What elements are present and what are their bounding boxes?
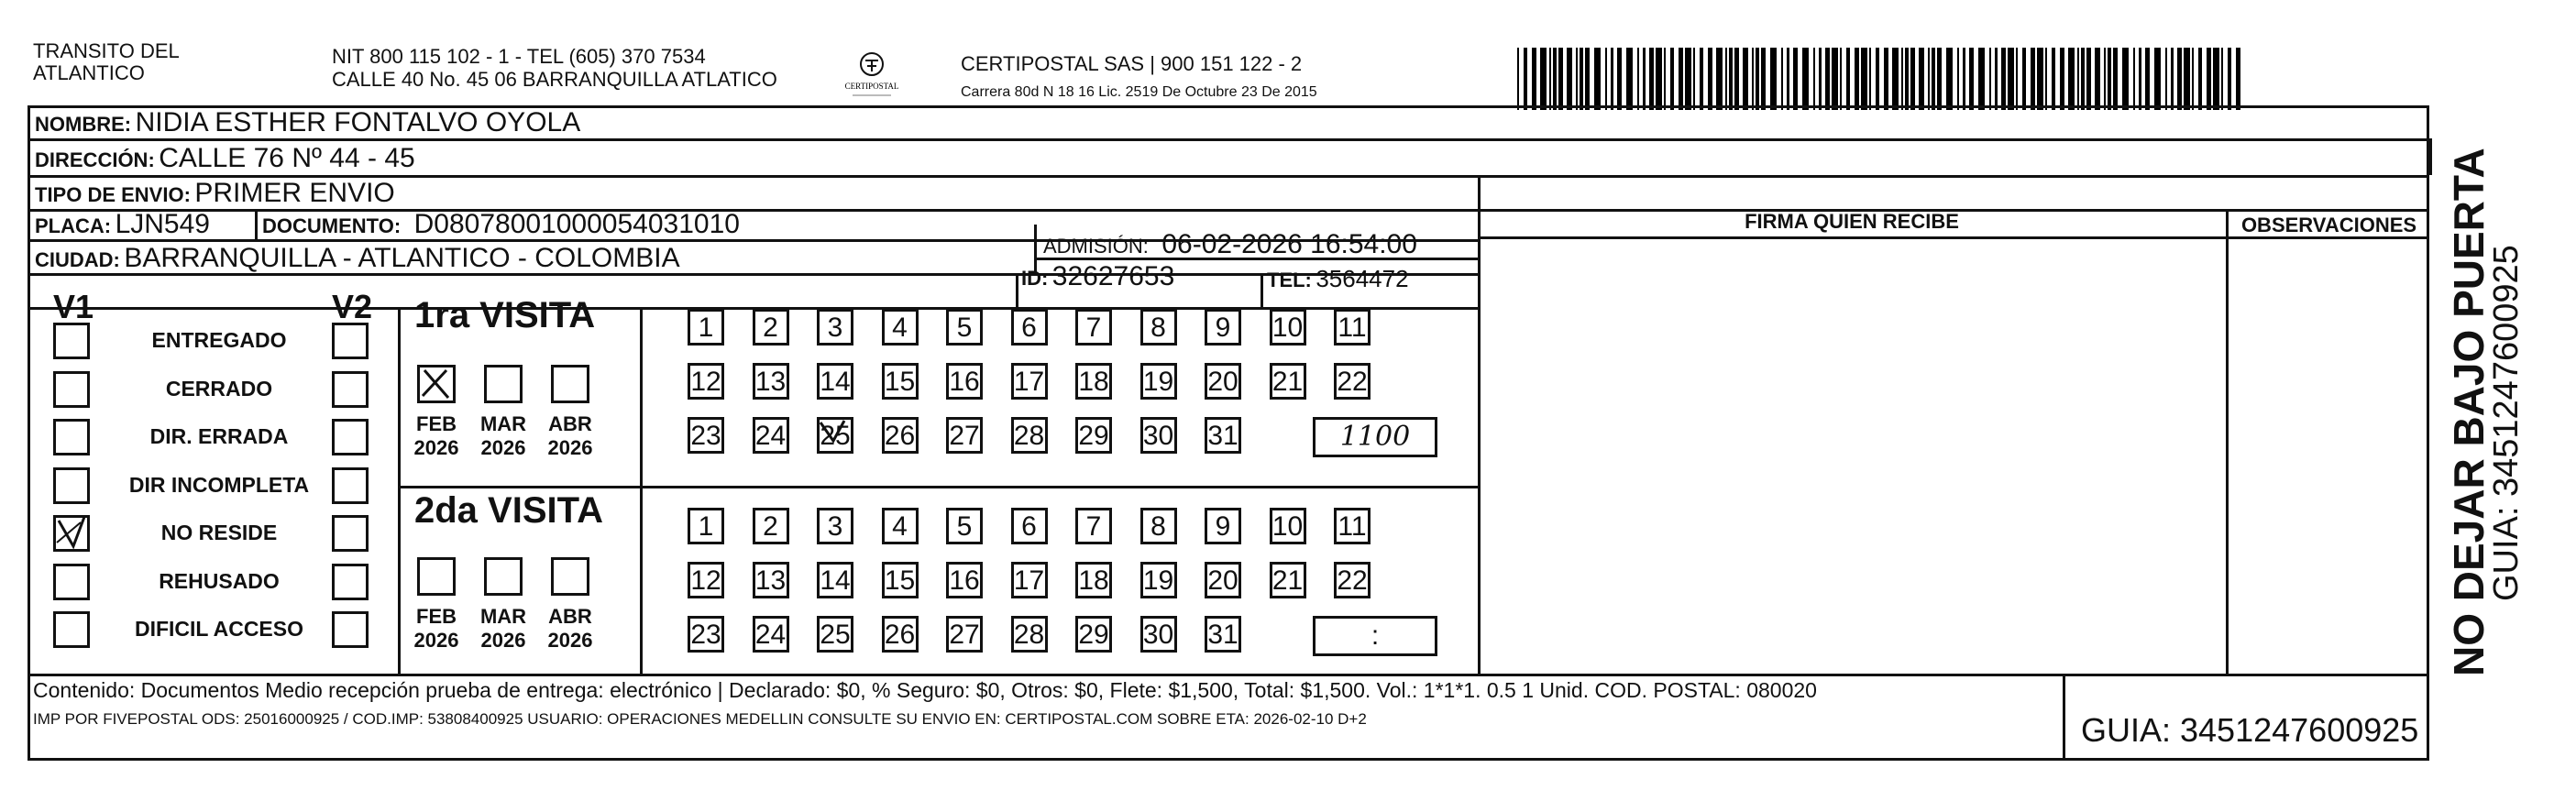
- day-checkbox[interactable]: 8: [1140, 508, 1177, 544]
- v1-checkbox[interactable]: [53, 515, 90, 552]
- barcode-bar: [1969, 48, 1974, 110]
- barcode-bar: [1626, 48, 1633, 110]
- day-checkbox[interactable]: 6: [1011, 309, 1048, 346]
- barcode-bar: [1846, 48, 1850, 110]
- barcode-bar: [1716, 48, 1723, 110]
- placa-cell: [35, 209, 210, 245]
- barcode-bar: [2037, 48, 2043, 110]
- day-checkbox[interactable]: 1: [688, 508, 724, 544]
- barcode-bar: [2198, 48, 2202, 110]
- day-checkbox[interactable]: 6: [1011, 508, 1048, 544]
- admision-cell: [1043, 229, 1417, 265]
- month-checkbox[interactable]: [551, 365, 589, 403]
- v1-checkbox[interactable]: [53, 323, 90, 359]
- reason-label: DIFICIL ACCESO: [134, 617, 303, 641]
- day-checkbox[interactable]: 13: [753, 363, 789, 400]
- admision-label: ADMISIÓN:: [1043, 235, 1149, 258]
- barcode-bar: [1756, 48, 1759, 110]
- month-year: 2026: [547, 629, 593, 652]
- barcode-bar: [2113, 48, 2118, 110]
- day-checkbox[interactable]: 5: [946, 508, 983, 544]
- day-checkbox[interactable]: 8: [1140, 309, 1177, 346]
- month-label: MAR: [479, 412, 527, 435]
- tipo-envio-label: TIPO DE ENVIO:: [35, 183, 191, 206]
- day-checkbox[interactable]: 11: [1334, 508, 1371, 544]
- day-checkbox[interactable]: 14: [817, 562, 853, 598]
- guia-footer: GUIA: 3451247600925: [2081, 711, 2419, 749]
- barcode-bar: [1869, 48, 1871, 110]
- day-checkbox[interactable]: 30: [1140, 616, 1177, 653]
- day-checkbox[interactable]: 30: [1140, 417, 1177, 454]
- barcode-bar: [2068, 48, 2075, 110]
- day-checkbox[interactable]: 18: [1075, 562, 1112, 598]
- barcode-bar: [2108, 48, 2111, 110]
- day-checkbox[interactable]: 9: [1205, 508, 1241, 544]
- issuer-line-2: ATLANTICO: [33, 61, 145, 84]
- day-checkbox[interactable]: 1: [688, 309, 724, 346]
- ciudad-label: CIUDAD:: [35, 248, 120, 271]
- day-checkbox[interactable]: 20: [1205, 562, 1241, 598]
- v1-checkbox[interactable]: [53, 371, 90, 408]
- id-value: 32627653: [1051, 261, 1175, 291]
- barcode-bar: [1637, 48, 1639, 110]
- barcode-bar: [2045, 48, 2047, 110]
- placa-value: LJN549: [115, 209, 210, 239]
- barcode-bar: [1861, 48, 1867, 110]
- barcode-bar: [1743, 48, 1749, 110]
- barcode-bar: [1963, 48, 1966, 110]
- barcode-bar: [1734, 48, 1739, 110]
- day-checkbox[interactable]: 9: [1205, 309, 1241, 346]
- barcode-bar: [1989, 48, 1991, 110]
- v2-header: V2: [332, 288, 373, 325]
- day-checkbox[interactable]: 20: [1205, 363, 1241, 400]
- month-label: ABR: [548, 605, 592, 628]
- day-checkbox[interactable]: 11: [1334, 309, 1371, 346]
- barcode-bar: [1693, 48, 1695, 110]
- day-checkbox[interactable]: 10: [1270, 508, 1306, 544]
- barcode-bar: [2122, 48, 2129, 110]
- day-checkbox[interactable]: 5: [946, 309, 983, 346]
- day-checkbox[interactable]: 25: [817, 616, 853, 653]
- nombre-row: [35, 107, 580, 143]
- day-checkbox[interactable]: 16: [946, 562, 983, 598]
- barcode-bar: [2221, 48, 2223, 110]
- barcode-bar: [1802, 48, 1809, 110]
- placa-label: PLACA:: [35, 214, 112, 237]
- barcode-bar: [1901, 48, 1903, 110]
- barcode-bar: [1781, 48, 1783, 110]
- day-checkbox[interactable]: 15: [882, 363, 919, 400]
- barcode-bar: [1855, 48, 1859, 110]
- barcode-bar: [1700, 48, 1703, 110]
- logo-text: CERTIPOSTAL: [844, 82, 899, 91]
- month-label: MAR: [479, 605, 527, 628]
- barcode-bar: [1649, 48, 1654, 110]
- v2-checkbox[interactable]: [332, 419, 369, 455]
- barcode-bar: [1567, 48, 1573, 110]
- barcode-bar: [1585, 48, 1590, 110]
- day-checkbox[interactable]: 10: [1270, 309, 1306, 346]
- day-checkbox[interactable]: 14: [817, 363, 853, 400]
- address-line: CALLE 40 No. 45 06 BARRANQUILLA ATLATICO: [332, 68, 777, 91]
- certipostal-logo: [843, 48, 900, 101]
- barcode-bar: [1605, 48, 1607, 110]
- barcode-bar: [1793, 48, 1798, 110]
- barcode-bar: [1685, 48, 1691, 110]
- documento-value: D08078001000054031010: [413, 209, 740, 239]
- day-checkbox[interactable]: 24: [753, 417, 789, 454]
- v1-header: V1: [53, 288, 94, 325]
- barcode-bar: [1664, 48, 1666, 110]
- barcode-bar: [1946, 48, 1953, 110]
- barcode-bar: [1708, 48, 1712, 110]
- v2-checkbox[interactable]: [332, 515, 369, 552]
- barcode-bar: [1761, 48, 1766, 110]
- month-year: 2026: [480, 436, 526, 459]
- id-cell: [1021, 261, 1174, 297]
- reason-label: CERRADO: [165, 376, 273, 400]
- day-checkbox[interactable]: 4: [882, 309, 919, 346]
- month-label: FEB: [416, 605, 457, 628]
- day-checkbox[interactable]: 28: [1011, 417, 1048, 454]
- barcode-bar: [1995, 48, 1998, 110]
- barcode-bar: [1876, 48, 1879, 110]
- barcode-bar: [2060, 48, 2064, 110]
- barcode-bar: [2077, 48, 2079, 110]
- day-checkbox[interactable]: 3: [817, 309, 853, 346]
- month-checkbox[interactable]: [484, 365, 523, 403]
- day-checkbox[interactable]: 18: [1075, 363, 1112, 400]
- barcode-bar: [1957, 48, 1959, 110]
- barcode-bar: [1532, 48, 1536, 110]
- barcode-bar: [1813, 48, 1815, 110]
- v1-checkbox[interactable]: [53, 419, 90, 455]
- barcode-bar: [1787, 48, 1790, 110]
- barcode-bar: [2008, 48, 2014, 110]
- month-year: 2026: [547, 436, 593, 459]
- barcode-bar: [1576, 48, 1578, 110]
- day-checkbox[interactable]: 21: [1270, 562, 1306, 598]
- barcode-bar: [1910, 48, 1915, 110]
- ciudad-cell: [35, 243, 680, 279]
- id-label: ID:: [1021, 267, 1049, 290]
- day-checkbox[interactable]: 23: [688, 616, 724, 653]
- observaciones-header: OBSERVACIONES: [2240, 214, 2417, 236]
- barcode-bar: [2086, 48, 2091, 110]
- day-checkbox[interactable]: 16: [946, 363, 983, 400]
- barcode-bar: [1770, 48, 1777, 110]
- month-checkbox[interactable]: [551, 557, 589, 596]
- tel-label: TEL:: [1267, 269, 1312, 291]
- day-checkbox[interactable]: 2: [753, 309, 789, 346]
- side-guia: GUIA: 3451247600925: [2487, 245, 2526, 601]
- nombre-value: NIDIA ESTHER FONTALVO OYOLA: [135, 107, 581, 137]
- month-year: 2026: [413, 629, 459, 652]
- barcode-bar: [1553, 48, 1557, 110]
- tipo-envio-value: PRIMER ENVIO: [194, 178, 395, 208]
- barcode-bar: [1729, 48, 1733, 110]
- day-checkbox[interactable]: 26: [882, 616, 919, 653]
- barcode-bar: [2177, 48, 2182, 110]
- barcode-bar: [1884, 48, 1888, 110]
- reason-label: NO RESIDE: [160, 521, 278, 544]
- day-checkbox[interactable]: 22: [1334, 562, 1371, 598]
- day-checkbox[interactable]: 13: [753, 562, 789, 598]
- barcode-bar: [2165, 48, 2167, 110]
- barcode-bar: [1679, 48, 1683, 110]
- tel-value: 3564472: [1316, 265, 1409, 292]
- barcode-bar: [1978, 48, 1985, 110]
- barcode-bar: [2104, 48, 2106, 110]
- admision-value: 06-02-2026 16:54:00: [1161, 229, 1417, 259]
- reason-label: ENTREGADO: [151, 328, 287, 352]
- v1-checkbox[interactable]: [53, 564, 90, 600]
- barcode-bar: [1840, 48, 1842, 110]
- day-checkbox[interactable]: 19: [1140, 562, 1177, 598]
- day-checkbox[interactable]: 31: [1205, 616, 1241, 653]
- documento-label: DOCUMENTO:: [262, 214, 402, 237]
- nombre-label: NOMBRE:: [35, 113, 132, 136]
- day-checkbox[interactable]: 17: [1011, 363, 1048, 400]
- barcode-bar: [2133, 48, 2135, 110]
- day-checkbox[interactable]: 12: [688, 363, 724, 400]
- barcode-bar: [2052, 48, 2055, 110]
- barcode-bar: [1558, 48, 1563, 110]
- barcode-bar: [2016, 48, 2018, 110]
- company-line: CERTIPOSTAL SAS | 900 151 122 - 2: [961, 52, 1303, 75]
- barcode-bar: [2139, 48, 2142, 110]
- day-checkbox[interactable]: 4: [882, 508, 919, 544]
- barcode-bar: [1932, 48, 1935, 110]
- barcode-bar: [1580, 48, 1583, 110]
- barcode-bar: [2184, 48, 2190, 110]
- barcode-bar: [1725, 48, 1727, 110]
- v2-checkbox[interactable]: [332, 611, 369, 648]
- v2-checkbox[interactable]: [332, 323, 369, 359]
- barcode-bar: [1594, 48, 1601, 110]
- day-checkbox[interactable]: 27: [946, 417, 983, 454]
- barcode-bar: [2192, 48, 2194, 110]
- barcode-bar: [2236, 48, 2240, 110]
- v2-checkbox[interactable]: [332, 371, 369, 408]
- month-label: FEB: [416, 412, 457, 435]
- time-field[interactable]: :: [1313, 616, 1437, 656]
- barcode-bar: [1919, 48, 1925, 110]
- v2-checkbox[interactable]: [332, 564, 369, 600]
- barcode-bar: [1656, 48, 1662, 110]
- month-label: ABR: [548, 412, 592, 435]
- day-checkbox[interactable]: 26: [882, 417, 919, 454]
- day-checkbox[interactable]: 21: [1270, 363, 1306, 400]
- barcode-bar: [1937, 48, 1942, 110]
- first-visit-title: 1ra VISITA: [414, 295, 596, 335]
- no-dejar-bajo-puerta: NO DEJAR BAJO PUERTA: [2445, 148, 2493, 676]
- month-checkbox[interactable]: [417, 365, 456, 403]
- barcode-bar: [2001, 48, 2006, 110]
- v2-checkbox[interactable]: [332, 467, 369, 504]
- reason-label: DIR INCOMPLETA: [128, 472, 310, 497]
- barcode-bar: [2031, 48, 2035, 110]
- day-checkbox[interactable]: 24: [753, 616, 789, 653]
- tel-cell: [1267, 263, 1409, 299]
- direccion-label: DIRECCIÓN:: [35, 148, 155, 171]
- barcode-bar: [1752, 48, 1754, 110]
- barcode-bar: [2207, 48, 2211, 110]
- company-address: Carrera 80d N 18 16 Lic. 2519 De Octubre 23 De 2015: [961, 84, 1317, 100]
- day-checkbox[interactable]: 7: [1075, 508, 1112, 544]
- day-checkbox[interactable]: 2: [753, 508, 789, 544]
- documento-cell: [262, 209, 740, 245]
- barcode-bar: [1643, 48, 1646, 110]
- direccion-value: CALLE 76 Nº 44 - 45: [159, 143, 415, 173]
- day-checkbox[interactable]: 12: [688, 562, 724, 598]
- second-visit-title: 2da VISITA: [414, 490, 603, 531]
- v1-checkbox[interactable]: [53, 611, 90, 648]
- imp-line: IMP POR FIVEPOSTAL ODS: 25016000925 / COD.IMP: 53808400925 USUARIO: OPERACIONES MEDELLIN CONSULTE SU ENVIO EN: CERTIPOSTAL.COM SOBRE ETA: 2026-02-10 D+2: [33, 710, 1367, 728]
- barcode-bar: [1928, 48, 1930, 110]
- barcode-bar: [1611, 48, 1614, 110]
- contenido-line: Contenido: Documentos Medio recepción prueba de entrega: electrónico | Declarado: $0, % Seguro: $0, Otros: $0, Flete: $1,500, Total: $1,500. Vol.: 1*1*1. 0.5 1 Unid. COD. POSTAL: 080020: [33, 678, 1817, 702]
- day-checkbox[interactable]: 31: [1205, 417, 1241, 454]
- barcode-bar: [1617, 48, 1622, 110]
- barcode-bar: [2081, 48, 2085, 110]
- day-checkbox[interactable]: 27: [946, 616, 983, 653]
- day-checkbox[interactable]: 29: [1075, 417, 1112, 454]
- reason-label: REHUSADO: [159, 568, 280, 593]
- barcode-bar: [1540, 48, 1547, 110]
- barcode-bar: [2154, 48, 2161, 110]
- day-checkbox[interactable]: 15: [882, 562, 919, 598]
- barcode-bar: [2095, 48, 2101, 110]
- day-checkbox[interactable]: 25: [817, 417, 853, 454]
- barcode-bar: [1832, 48, 1838, 110]
- day-checkbox[interactable]: 28: [1011, 616, 1048, 653]
- day-checkbox[interactable]: 22: [1334, 363, 1371, 400]
- barcode-bar: [2022, 48, 2026, 110]
- barcode: [1517, 48, 2251, 110]
- nit-line: NIT 800 115 102 - 1 - TEL (605) 370 7534: [332, 45, 706, 68]
- barcode-bar: [2171, 48, 2174, 110]
- barcode-bar: [1825, 48, 1830, 110]
- barcode-bar: [1670, 48, 1674, 110]
- issuer-line-1: TRANSITO DEL: [33, 39, 180, 62]
- day-checkbox[interactable]: 17: [1011, 562, 1048, 598]
- barcode-bar: [2145, 48, 2150, 110]
- barcode-bar: [2213, 48, 2219, 110]
- ciudad-value: BARRANQUILLA - ATLANTICO - COLOMBIA: [124, 243, 680, 273]
- day-checkbox[interactable]: 19: [1140, 363, 1177, 400]
- barcode-bar: [1905, 48, 1909, 110]
- time-field[interactable]: 1100: [1313, 417, 1437, 457]
- month-year: 2026: [480, 629, 526, 652]
- barcode-bar: [1524, 48, 1527, 110]
- barcode-bar: [2228, 48, 2231, 110]
- firma-header: FIRMA QUIEN RECIBE: [1745, 210, 1959, 233]
- direccion-row: [35, 143, 415, 179]
- v1-checkbox[interactable]: [53, 467, 90, 504]
- month-checkbox[interactable]: [417, 557, 456, 596]
- month-year: 2026: [413, 436, 459, 459]
- barcode-bar: [1549, 48, 1551, 110]
- reason-label: DIR. ERRADA: [149, 424, 289, 448]
- day-checkbox[interactable]: 29: [1075, 616, 1112, 653]
- barcode-bar: [1517, 48, 1519, 110]
- month-checkbox[interactable]: [484, 557, 523, 596]
- day-checkbox[interactable]: 3: [817, 508, 853, 544]
- day-checkbox[interactable]: 7: [1075, 309, 1112, 346]
- barcode-bar: [1892, 48, 1899, 110]
- day-checkbox[interactable]: 23: [688, 417, 724, 454]
- barcode-bar: [1819, 48, 1822, 110]
